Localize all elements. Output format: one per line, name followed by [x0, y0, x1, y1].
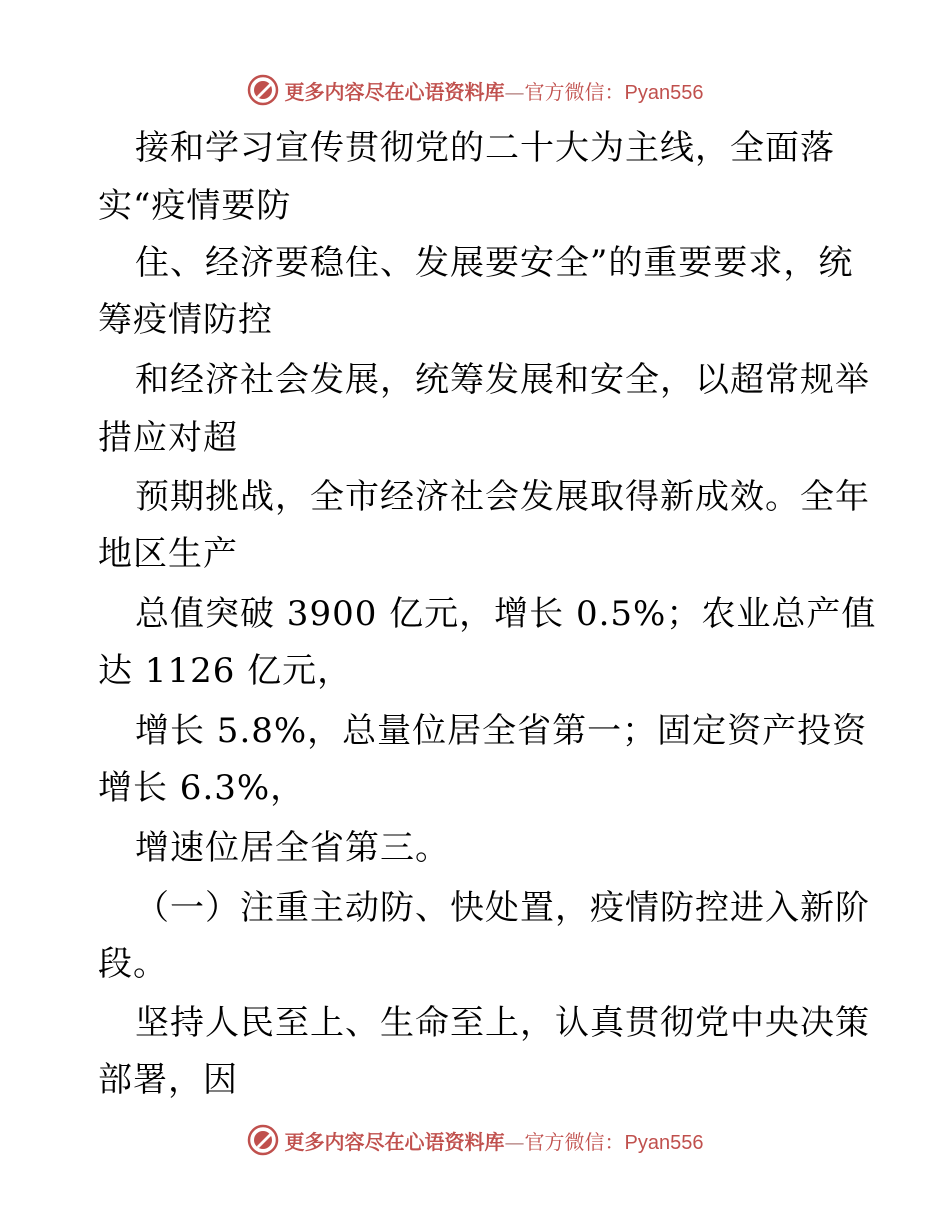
body-line: 措应对超 — [98, 418, 238, 458]
watermark-text — [285, 1126, 704, 1155]
body-line: 和经济社会发展，统筹发展和安全，以超常规举 — [135, 360, 870, 400]
body-line: 增速位居全省第三。 — [135, 828, 450, 868]
watermark-wechat-label: 官方微信： — [524, 1129, 625, 1154]
body-line: 接和学习宣传贯彻党的二十大为主线，全面落 — [135, 128, 835, 168]
body-line: 坚持人民至上、生命至上，认真贯彻党中央决策 — [135, 1003, 870, 1043]
body-line: 达 1126 亿元， — [98, 651, 353, 691]
watermark-brand: 更多内容尽在心语资料库 — [284, 79, 505, 104]
watermark-wechat-label: 官方微信： — [524, 79, 625, 104]
body-line: 部署，因 — [98, 1060, 238, 1100]
watermark-brand: 更多内容尽在心语资料库 — [284, 1129, 505, 1154]
section-heading: （一）注重主动防、快处置，疫情防控进入新阶 — [135, 888, 870, 928]
body-line: 住、经济要稳住、发展要安全”的重要要求，统 — [135, 243, 854, 283]
header-watermark — [0, 70, 950, 110]
watermark-separator: — — [504, 1129, 525, 1154]
footer-watermark — [0, 1120, 950, 1160]
seal-logo-icon — [247, 1124, 279, 1156]
watermark-wechat-id: Pyan556 — [624, 81, 704, 104]
body-line: 地区生产 — [98, 534, 238, 574]
watermark-wechat-id: Pyan556 — [624, 1131, 704, 1154]
body-line: 预期挑战，全市经济社会发展取得新成效。全年 — [135, 477, 870, 517]
body-line: 增长 6.3%， — [98, 768, 306, 808]
body-line: 段。 — [98, 944, 168, 984]
body-line: 筹疫情防控 — [98, 300, 273, 340]
body-line: 实“疫情要防 — [98, 186, 292, 226]
watermark-separator: — — [504, 79, 525, 104]
seal-logo-icon — [247, 74, 279, 106]
body-line: 总值突破 3900 亿元，增长 0.5%；农业总产值 — [135, 594, 877, 634]
body-line: 增长 5.8%，总量位居全省第一；固定资产投资 — [135, 711, 868, 751]
watermark-text — [285, 76, 704, 105]
